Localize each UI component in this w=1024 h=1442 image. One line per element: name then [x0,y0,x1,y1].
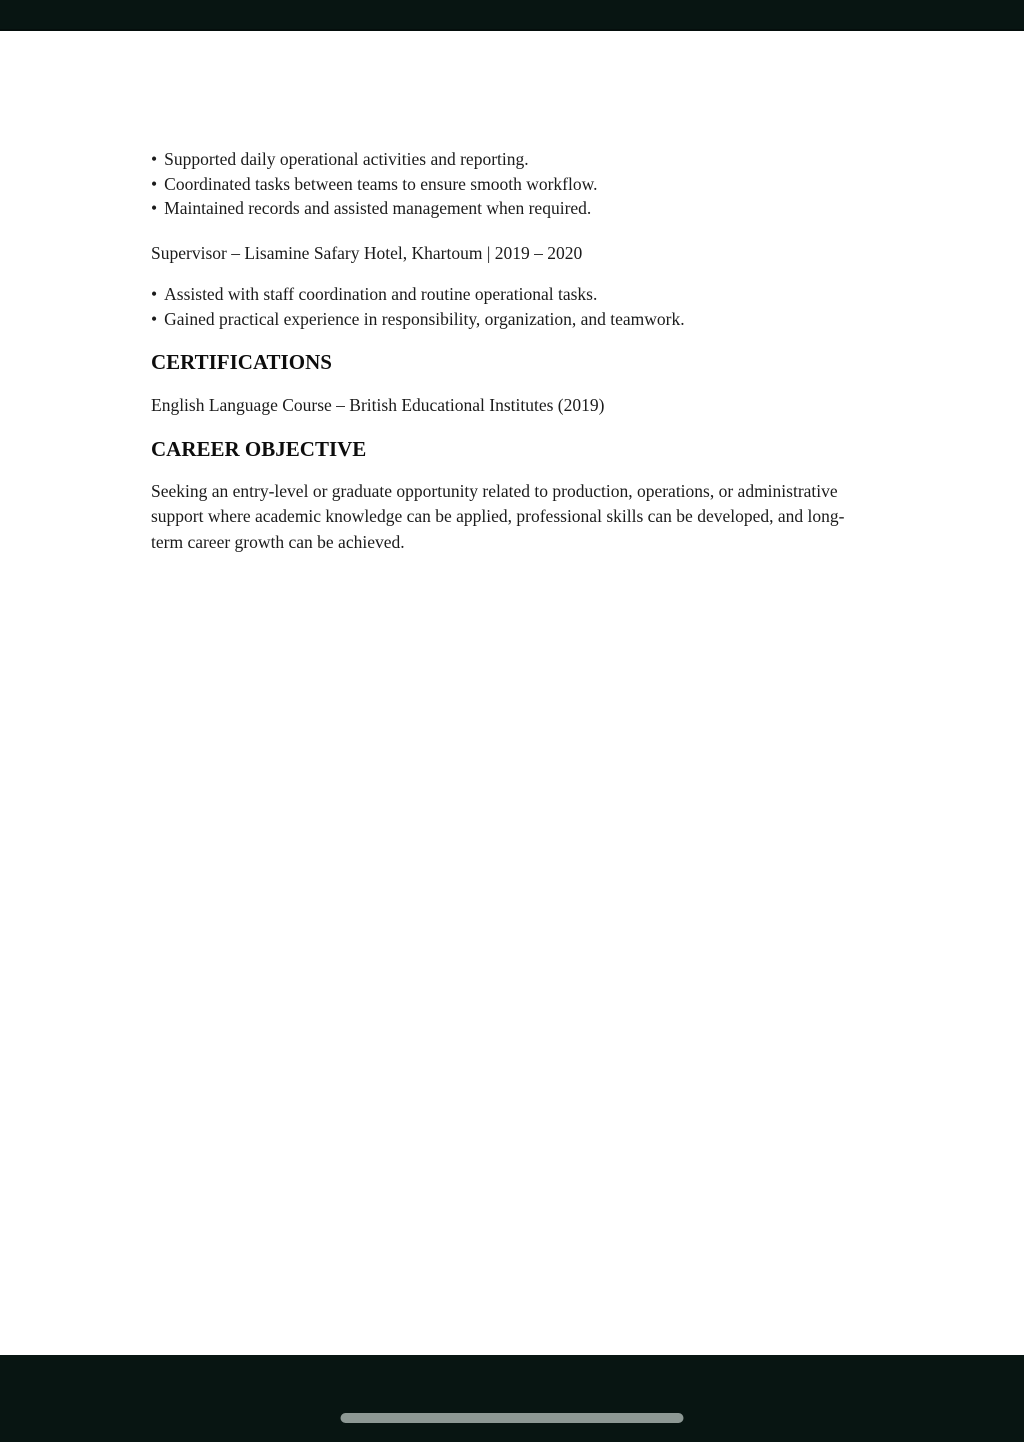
experience-bullet-text: Maintained records and assisted management when required. [164,198,592,218]
experience-bullet [151,172,859,197]
bullet-icon: • [151,308,158,329]
experience-bullet [151,196,859,221]
resume-content [151,31,859,555]
bullet-icon: • [151,198,158,218]
navigation-bar [0,1355,1024,1442]
experience-bullet-list-2 [151,282,859,331]
job-title-line: Supervisor – Lisamine Safary Hotel, Khartoum | 2019 – 2020 [151,242,583,263]
document-page [0,31,1024,1355]
experience-bullet-text: Gained practical experience in responsibility, organization, and teamwork. [164,308,685,329]
experience-bullet-list-1 [151,147,859,221]
experience-bullet [151,147,859,172]
bullet-icon: • [151,284,158,304]
career-objective-heading: CAREER OBJECTIVE [151,436,367,461]
experience-bullet-text: Assisted with staff coordination and routine operational tasks. [164,284,598,304]
certification-item: English Language Course – British Educational Institutes (2019) [151,395,605,415]
bullet-icon: • [151,149,158,169]
experience-bullet-text: Coordinated tasks between teams to ensure smooth workflow. [164,173,598,194]
experience-bullet-text: Supported daily operational activities and reporting. [164,149,529,169]
status-bar [0,0,1024,31]
career-objective-text: Seeking an entry-level or graduate opportunity related to production, operations, or administrative support where academic knowledge can be applied, professional skills can be developed, and long-term career growth can be achieved. [151,480,845,552]
experience-bullet [151,307,859,332]
certifications-heading: CERTIFICATIONS [151,350,332,374]
experience-bullet [151,282,859,307]
bullet-icon: • [151,173,158,194]
home-indicator-handle[interactable] [341,1413,684,1423]
